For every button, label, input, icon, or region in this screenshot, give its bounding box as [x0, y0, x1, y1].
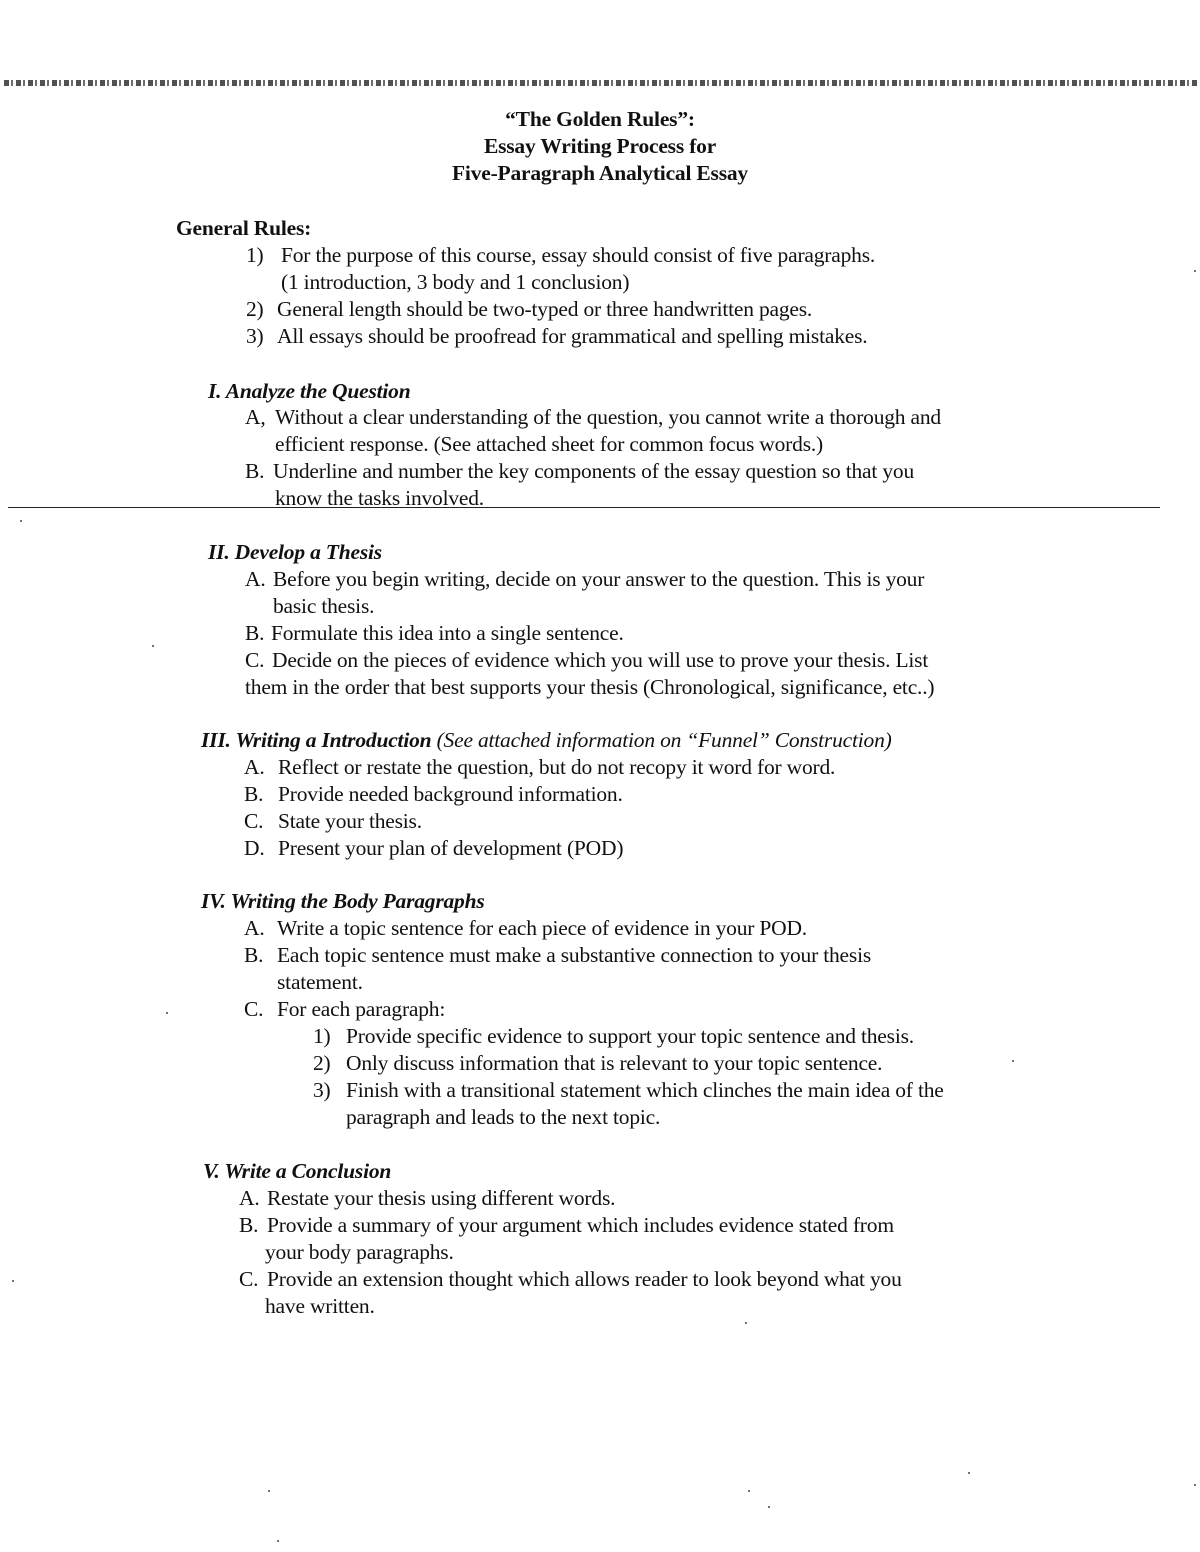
section-1-heading: I. Analyze the Question — [208, 379, 411, 403]
section-4-item-b-line-1: Each topic sentence must make a substantive connection to your thesis — [277, 943, 872, 967]
section-4-subitem-3-line-2: paragraph and leads to the next topic. — [346, 1105, 661, 1129]
section-2-item-a-line-2: basic thesis. — [273, 594, 375, 618]
section-4-heading: IV. Writing the Body Paragraphs — [201, 889, 485, 913]
section-3-item-b-line-1: Provide needed background information. — [278, 782, 623, 806]
section-5-item-a-marker: A. — [239, 1186, 260, 1210]
section-3-item-d-marker: D. — [244, 836, 265, 860]
section-2-item-a-line-1: Before you begin writing, decide on your answer to the question. This is your — [273, 567, 925, 591]
section-4-item-c-marker: C. — [244, 997, 264, 1021]
general-item-2-line-1: General length should be two-typed or three handwritten pages. — [277, 297, 813, 321]
section-3-item-a-marker: A. — [244, 755, 265, 779]
section-1-item-a-line-2: efficient response. (See attached sheet for common focus words.) — [275, 432, 823, 456]
section-2-item-c-marker: C. — [245, 648, 265, 672]
section-4-item-c-line-1: For each paragraph: — [277, 997, 446, 1021]
section-3-heading-note: (See attached information on “Funnel” Construction) — [436, 728, 892, 752]
general-item-1-line-1: For the purpose of this course, essay should consist of five paragraphs. — [281, 243, 876, 267]
section-2-heading: II. Develop a Thesis — [208, 540, 382, 564]
title-line-3: Five-Paragraph Analytical Essay — [452, 161, 748, 185]
section-4-item-a-line-1: Write a topic sentence for each piece of evidence in your POD. — [277, 916, 807, 940]
section-4-item-b-line-2: statement. — [277, 970, 363, 994]
section-5-heading: V. Write a Conclusion — [203, 1159, 392, 1183]
section-3-item-d-line-1: Present your plan of development (POD) — [278, 836, 624, 860]
section-2-item-c-line-2: them in the order that best supports your thesis (Chronological, significance, etc..) — [245, 675, 935, 699]
scan-speck — [166, 1012, 168, 1014]
section-4-subitem-1-marker: 1) — [313, 1024, 331, 1048]
section-1-item-a-line-1: Without a clear understanding of the question, you cannot write a thorough and — [275, 405, 941, 429]
section-4-subitem-2-line-1: Only discuss information that is relevant to your topic sentence. — [346, 1051, 883, 1075]
section-4-item-b-marker: B. — [244, 943, 264, 967]
section-4-subitem-1-line-1: Provide specific evidence to support your topic sentence and thesis. — [346, 1024, 914, 1048]
scan-speck — [748, 1490, 750, 1492]
section-3-heading-row — [201, 727, 892, 753]
scan-speck — [20, 520, 22, 522]
section-4-subitem-3-marker: 3) — [313, 1078, 331, 1102]
section-3-item-a-line-1: Reflect or restate the question, but do not recopy it word for word. — [278, 755, 836, 779]
title-line-2: Essay Writing Process for — [483, 134, 717, 158]
section-1-item-a-marker: A, — [245, 405, 266, 429]
scan-speck — [968, 1472, 970, 1474]
section-5-item-b-marker: B. — [239, 1213, 259, 1237]
horizontal-rule — [8, 507, 1160, 508]
general-item-1-line-2: (1 introduction, 3 body and 1 conclusion) — [281, 270, 630, 294]
scan-speck — [1194, 1484, 1196, 1486]
section-5-item-b-line-2: your body paragraphs. — [265, 1240, 454, 1264]
general-item-2-marker: 2) — [246, 297, 264, 321]
section-4-subitem-3-line-1: Finish with a transitional statement which clinches the main idea of the — [346, 1078, 944, 1102]
scan-speck — [268, 1490, 270, 1492]
section-5-item-c-line-1: Provide an extension thought which allows reader to look beyond what you — [267, 1267, 902, 1291]
section-3-item-c-marker: C. — [244, 809, 264, 833]
section-3-item-c-line-1: State your thesis. — [278, 809, 422, 833]
section-2-item-b-marker: B. — [245, 621, 265, 645]
section-3-heading: III. Writing a Introduction — [201, 728, 432, 752]
section-1-item-b-line-1: Underline and number the key components of the essay question so that you — [273, 459, 915, 483]
scan-speck — [277, 1540, 279, 1542]
section-4-subitem-2-marker: 2) — [313, 1051, 331, 1075]
title-line-1: “The Golden Rules”: — [505, 107, 695, 131]
section-1-item-b-marker: B. — [245, 459, 265, 483]
section-2-item-b-line-1: Formulate this idea into a single sentence. — [271, 621, 624, 645]
section-5-item-c-line-2: have written. — [265, 1294, 375, 1318]
general-item-1-marker: 1) — [246, 243, 264, 267]
scan-speck — [1194, 270, 1196, 272]
section-4-item-a-marker: A. — [244, 916, 265, 940]
scan-speck — [1012, 1060, 1014, 1062]
section-5-item-c-marker: C. — [239, 1267, 259, 1291]
section-2-item-a-marker: A. — [245, 567, 266, 591]
general-rules-heading: General Rules: — [176, 216, 312, 240]
section-3-item-b-marker: B. — [244, 782, 264, 806]
section-2-item-c-line-1: Decide on the pieces of evidence which you will use to prove your thesis. List — [272, 648, 929, 672]
section-1-item-b-line-2: know the tasks involved. — [275, 486, 484, 510]
scan-speck — [768, 1506, 770, 1508]
section-5-item-a-line-1: Restate your thesis using different words. — [267, 1186, 616, 1210]
scan-speck — [12, 1280, 14, 1282]
general-item-3-line-1: All essays should be proofread for grammatical and spelling mistakes. — [277, 324, 868, 348]
scan-speck — [152, 645, 154, 647]
section-5-item-b-line-1: Provide a summary of your argument which includes evidence stated from — [267, 1213, 894, 1237]
scan-speck — [745, 1322, 747, 1324]
scan-artifact-top — [4, 80, 1198, 86]
general-item-3-marker: 3) — [246, 324, 264, 348]
